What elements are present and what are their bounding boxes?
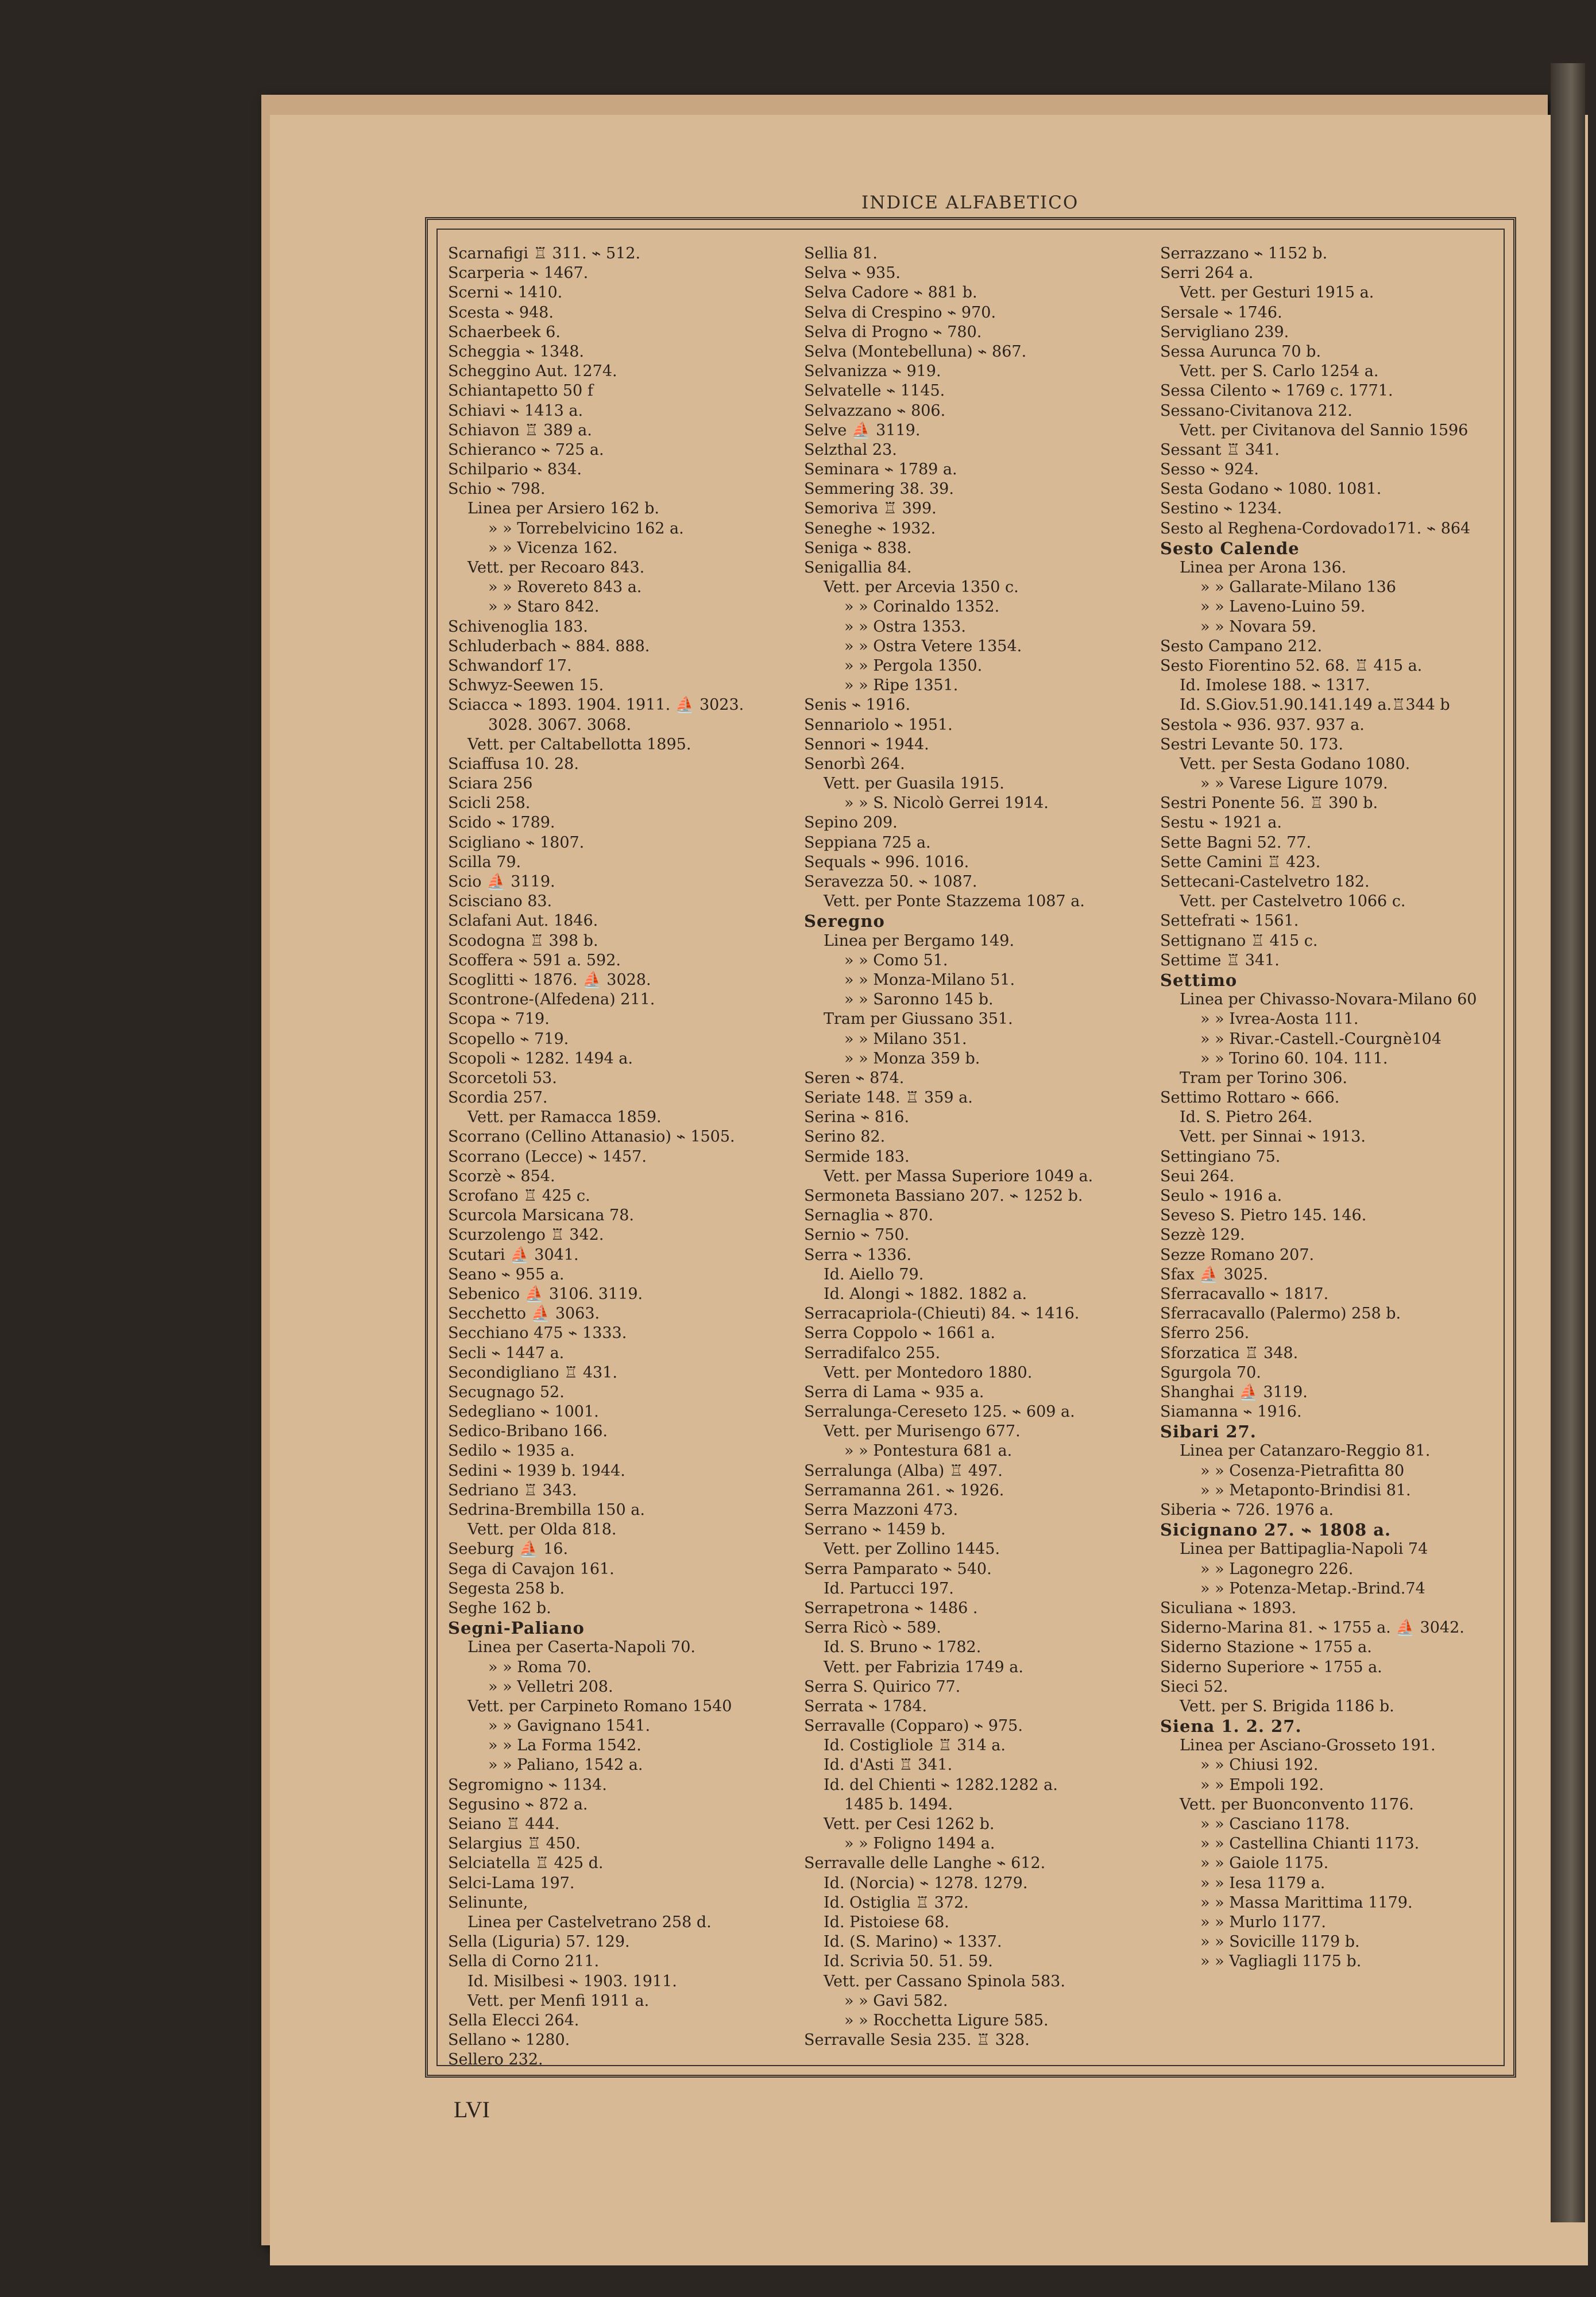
index-entry: Servigliano 239. [1160, 323, 1289, 341]
index-entry: » » Foligno 1494 a. [844, 1835, 995, 1853]
index-entry: » » Gaiole 1175. [1200, 1854, 1329, 1873]
index-entry: » » Empoli 192. [1200, 1776, 1324, 1794]
index-entry: Sennori ⌁ 1944. [804, 735, 929, 753]
index-entry: » » S. Nicolò Gerrei 1914. [844, 794, 1049, 813]
index-entry: » » Murlo 1177. [1200, 1913, 1326, 1931]
index-entry: Schiavi ⌁ 1413 a. [448, 401, 583, 420]
index-entry: Id. del Chienti ⌁ 1282.1282 a. [824, 1776, 1058, 1794]
index-entry: Seppiana 725 a. [804, 833, 931, 852]
index-entry: Scontrone-(Alfedena) 211. [448, 991, 655, 1009]
index-entry: Scoffera ⌁ 591 a. 592. [448, 951, 621, 969]
index-entry: Scesta ⌁ 948. [448, 303, 554, 322]
index-entry: Secli ⌁ 1447 a. [448, 1344, 565, 1362]
index-entry: Sessa Aurunca 70 b. [1160, 342, 1321, 361]
index-entry: Schiavon ♖ 389 a. [448, 421, 592, 439]
index-entry: Serra Mazzoni 473. [804, 1501, 959, 1519]
index-entry: Vett. per Carpineto Romano 1540 [467, 1697, 732, 1715]
index-entry: Segromigno ⌁ 1134. [448, 1776, 607, 1794]
index-entry: Scisciano 83. [448, 892, 552, 911]
index-entry: » » Laveno-Luino 59. [1200, 598, 1366, 616]
index-entry: Senis ⌁ 1916. [804, 696, 911, 714]
index-entry: Selargius ♖ 450. [448, 1835, 581, 1853]
index-entry: Tram per Giussano 351. [824, 1010, 1013, 1028]
index-entry: Segesta 258 b. [448, 1579, 565, 1598]
index-entry: Sersale ⌁ 1746. [1160, 303, 1282, 322]
index-entry: Sezze Romano 207. [1160, 1246, 1315, 1264]
index-entry: » » Ripe 1351. [844, 676, 959, 695]
index-entry: » » Novara 59. [1200, 617, 1316, 636]
index-column-1 [448, 244, 793, 2070]
index-entry: Serra Ricò ⌁ 589. [804, 1619, 941, 1637]
index-entry: Sedrina-Brembilla 150 a. [448, 1501, 645, 1519]
index-entry: Sestola ⌁ 936. 937. 937 a. [1160, 716, 1365, 734]
index-entry: » » Pergola 1350. [844, 656, 983, 675]
index-entry: Schieranco ⌁ 725 a. [448, 440, 604, 459]
index-entry: Sferro 256. [1160, 1324, 1250, 1343]
index-entry: Schivenoglia 183. [448, 617, 588, 636]
index-entry: Selinunte, [448, 1893, 528, 1912]
index-entry: Scopoli ⌁ 1282. 1494 a. [448, 1049, 633, 1068]
index-entry: Sepino 209. [804, 814, 898, 832]
index-entry: Shanghai ⛵ 3119. [1160, 1383, 1308, 1401]
index-entry: Sernio ⌁ 750. [804, 1226, 910, 1244]
index-entry: Sesto al Reghena-Cordovado171. ⌁ 864 [1160, 519, 1471, 537]
index-entry: Selci-Lama 197. [448, 1874, 575, 1892]
index-entry: Sesso ⌁ 924. [1160, 461, 1259, 479]
index-entry: Sestri Levante 50. 173. [1160, 735, 1344, 753]
index-entry: » » Pontestura 681 a. [844, 1442, 1013, 1460]
index-entry: Senigallia 84. [804, 559, 912, 577]
index-entry: Sella di Corno 211. [448, 1952, 600, 1971]
index-entry: » » Staro 842. [488, 598, 600, 616]
index-entry: Vett. per Ponte Stazzema 1087 a. [824, 892, 1085, 911]
index-entry: Selzthal 23. [804, 440, 897, 459]
index-entry: Sebenico ⛵ 3106. 3119. [448, 1285, 643, 1303]
index-entry: » » Varese Ligure 1079. [1200, 775, 1388, 793]
index-entry: Id. S. Pietro 264. [1180, 1108, 1313, 1127]
index-entry: Scoglitti ⌁ 1876. ⛵ 3028. [448, 970, 651, 989]
index-entry: Scigliano ⌁ 1807. [448, 833, 585, 852]
index-entry: Sermoneta Bassiano 207. ⌁ 1252 b. [804, 1187, 1083, 1205]
index-entry: Sesto Fiorentino 52. 68. ♖ 415 a. [1160, 656, 1423, 675]
index-entry: Id. Ostiglia ♖ 372. [824, 1893, 969, 1912]
index-entry: Siderno Superiore ⌁ 1755 a. [1160, 1658, 1382, 1676]
index-entry: Sciacca ⌁ 1893. 1904. 1911. ⛵ 3023. [448, 696, 744, 714]
index-entry: Sesta Godano ⌁ 1080. 1081. [1160, 480, 1382, 498]
index-entry: Sferracavallo ⌁ 1817. [1160, 1285, 1329, 1303]
index-entry: Selva di Crespino ⌁ 970. [804, 303, 996, 322]
index-entry: Segni-Paliano [448, 1618, 585, 1638]
index-entry: Id. Imolese 188. ⌁ 1317. [1180, 676, 1370, 695]
page-number: LVI [454, 2097, 490, 2122]
index-entry: Sestri Ponente 56. ♖ 390 b. [1160, 794, 1378, 813]
index-entry: Senorbì 264. [804, 755, 905, 773]
index-entry: Serra Pamparato ⌁ 540. [804, 1560, 992, 1578]
index-entry: Scheggino Aut. 1274. [448, 362, 617, 381]
index-entry: Seren ⌁ 874. [804, 1069, 905, 1087]
index-entry: Sicignano 27. ⌁ 1808 a. [1160, 1520, 1392, 1540]
index-entry: Vett. per Cesi 1262 b. [824, 1815, 995, 1833]
index-entry: Scurzolengo ♖ 342. [448, 1226, 604, 1244]
index-entry: Id. (S. Marino) ⌁ 1337. [824, 1933, 1002, 1951]
index-entry: Sclafani Aut. 1846. [448, 912, 598, 930]
index-entry: Vett. per Civitanova del Sannio 1596 [1180, 421, 1469, 439]
index-entry: Sciara 256 [448, 775, 533, 793]
index-entry: Serracapriola-(Chieuti) 84. ⌁ 1416. [804, 1305, 1080, 1323]
index-entry: Scio ⛵ 3119. [448, 873, 555, 891]
index-entry: Selvazzano ⌁ 806. [804, 401, 946, 420]
index-entry: Scerni ⌁ 1410. [448, 284, 563, 302]
index-entry: » » Milano 351. [844, 1030, 967, 1048]
index-entry: Seui 264. [1160, 1167, 1235, 1185]
index-entry: Secondigliano ♖ 431. [448, 1363, 617, 1382]
index-entry: Id. Scrivia 50. 51. 59. [824, 1952, 993, 1971]
index-entry: Scarnafigi ♖ 311. ⌁ 512. [448, 245, 641, 262]
index-entry: » » Cosenza-Pietrafitta 80 [1200, 1461, 1405, 1480]
index-entry: Sedini ⌁ 1939 b. 1944. [448, 1461, 625, 1480]
index-entry: Serra Coppolo ⌁ 1661 a. [804, 1324, 995, 1343]
index-entry: Id. d'Asti ♖ 341. [824, 1756, 953, 1774]
index-entry: Seveso S. Pietro 145. 146. [1160, 1206, 1367, 1225]
index-entry: Sellero 232. [448, 2051, 543, 2069]
index-entry: Seneghe ⌁ 1932. [804, 519, 936, 537]
index-entry: » » Rivar.-Castell.-Courgnè104 [1200, 1030, 1442, 1048]
index-entry: » » Lagonegro 226. [1200, 1560, 1354, 1578]
index-entry: Semmering 38. 39. [804, 480, 954, 498]
index-entry: Settimo [1160, 970, 1238, 990]
running-head: INDICE ALFABETICO [861, 192, 1079, 213]
index-entry: Sesto Campano 212. [1160, 637, 1323, 655]
index-entry: Vett. per Guasila 1915. [824, 775, 1004, 793]
index-entry: Serrata ⌁ 1784. [804, 1697, 928, 1715]
index-entry: Vett. per Gesturi 1915 a. [1180, 284, 1374, 302]
index-entry: » » Sovicille 1179 b. [1200, 1933, 1360, 1951]
index-entry: Sessant ♖ 341. [1160, 440, 1280, 459]
index-entry: Id. Aiello 79. [824, 1265, 924, 1283]
index-entry: Sedriano ♖ 343. [448, 1481, 577, 1499]
index-entry: Sieci 52. [1160, 1677, 1228, 1696]
index-entry: Sellia 81. [804, 245, 878, 262]
index-entry: Vett. per Zollino 1445. [824, 1540, 1000, 1559]
index-entry: Sennariolo ⌁ 1951. [804, 716, 953, 734]
index-entry: » » Gavi 582. [844, 1991, 948, 2010]
index-entry: Scurcola Marsicana 78. [448, 1206, 634, 1225]
index-entry: Scorzè ⌁ 854. [448, 1167, 555, 1185]
index-column-3 [1160, 244, 1505, 1972]
index-entry: » » Velletri 208. [488, 1677, 613, 1696]
index-entry: Tram per Torino 306. [1180, 1069, 1348, 1087]
index-entry: Serra ⌁ 1336. [804, 1246, 912, 1264]
index-entry: Vett. per Murisengo 677. [824, 1422, 1021, 1441]
index-entry: » » Chiusi 192. [1200, 1756, 1319, 1774]
index-entry: » » Rovereto 843 a. [488, 578, 642, 597]
index-entry: Vett. per Recoaro 843. [467, 559, 645, 577]
index-entry: » » Gavignano 1541. [488, 1717, 651, 1735]
index-entry: » » Ostra 1353. [844, 617, 966, 636]
index-entry: Linea per Castelvetrano 258 d. [467, 1913, 712, 1931]
index-entry: Vett. per Buonconvento 1176. [1180, 1795, 1414, 1813]
index-entry: Seeburg ⛵ 16. [448, 1540, 569, 1559]
index-entry: Scorrano (Cellino Attanasio) ⌁ 1505. [448, 1128, 735, 1146]
index-entry: Siena 1. 2. 27. [1160, 1716, 1302, 1737]
index-entry: » » Monza 359 b. [844, 1049, 980, 1068]
index-entry: Sega di Cavajon 161. [448, 1560, 615, 1578]
index-entry: » » Monza-Milano 51. [844, 970, 1015, 989]
index-entry: Seghe 162 b. [448, 1599, 551, 1617]
index-entry: Semoriva ♖ 399. [804, 500, 937, 518]
index-entry: Sedilo ⌁ 1935 a. [448, 1442, 575, 1460]
index-entry: » » Saronno 145 b. [844, 991, 994, 1009]
index-entry: » » Vicenza 162. [488, 539, 618, 557]
index-entry: Selve ⛵ 3119. [804, 421, 921, 439]
index-entry: Seregno [804, 911, 885, 931]
index-entry: Settefrati ⌁ 1561. [1160, 912, 1299, 930]
index-entry: » » Roma 70. [488, 1658, 592, 1676]
index-entry: Vett. per Arcevia 1350 c. [824, 578, 1019, 597]
index-entry: Scodogna ♖ 398 b. [448, 931, 598, 950]
index-entry: Sgurgola 70. [1160, 1363, 1261, 1382]
index-entry: Scopello ⌁ 719. [448, 1030, 569, 1048]
index-entry: Sestino ⌁ 1234. [1160, 500, 1282, 518]
index-entry: Id. Partucci 197. [824, 1579, 954, 1598]
index-entry: Scutari ⛵ 3041. [448, 1246, 579, 1264]
index-entry: » » Massa Marittima 1179. [1200, 1893, 1413, 1912]
index-entry: Vett. per Menfi 1911 a. [467, 1991, 650, 2010]
index-entry: Vett. per Montedoro 1880. [824, 1363, 1033, 1382]
index-entry: » » Torrebelvicino 162 a. [488, 519, 684, 537]
index-entry: Scarperia ⌁ 1467. [448, 264, 589, 283]
index-entry: Serra di Lama ⌁ 935 a. [804, 1383, 984, 1401]
index-entry: Linea per Asciano-Grosseto 191. [1180, 1737, 1436, 1755]
index-entry: Schaerbeek 6. [448, 323, 561, 341]
index-entry: Seravezza 50. ⌁ 1087. [804, 873, 977, 891]
index-entry: Sedico-Bribano 166. [448, 1422, 608, 1441]
index-entry: Sfax ⛵ 3025. [1160, 1265, 1268, 1283]
index-entry: Vett. per Sinnai ⌁ 1913. [1180, 1128, 1366, 1146]
index-entry: Settingiano 75. [1160, 1147, 1281, 1166]
index-entry: Sibari 27. [1160, 1422, 1257, 1442]
index-entry: » » Potenza-Metap.-Brind.74 [1200, 1579, 1425, 1598]
index-entry: Settecani-Castelvetro 182. [1160, 873, 1370, 891]
index-entry: Id. S. Bruno ⌁ 1782. [824, 1638, 981, 1657]
index-entry: Sessa Cilento ⌁ 1769 c. 1771. [1160, 382, 1393, 400]
index-entry: Selvanizza ⌁ 919. [804, 362, 941, 381]
index-entry: Linea per Arsiero 162 b. [467, 500, 659, 518]
index-entry: Schio ⌁ 798. [448, 480, 546, 498]
index-entry: Siculiana ⌁ 1893. [1160, 1599, 1297, 1617]
index-entry: » » Torino 60. 104. 111. [1200, 1049, 1388, 1068]
index-entry: Serralunga-Cereseto 125. ⌁ 609 a. [804, 1403, 1075, 1421]
index-entry: Vett. per Ramacca 1859. [467, 1108, 662, 1127]
index-entry: Sernaglia ⌁ 870. [804, 1206, 934, 1225]
index-entry: Serino 82. [804, 1128, 886, 1146]
index-entry: Serradifalco 255. [804, 1344, 941, 1362]
index-entry: Scido ⌁ 1789. [448, 814, 555, 832]
index-entry: » » Metaponto-Brindisi 81. [1200, 1481, 1411, 1499]
index-entry: Siderno Stazione ⌁ 1755 a. [1160, 1638, 1372, 1657]
index-entry: Schwyz-Seewen 15. [448, 676, 604, 695]
index-entry: Seminara ⌁ 1789 a. [804, 461, 957, 479]
index-entry: Secugnago 52. [448, 1383, 565, 1401]
index-entry: Secchetto ⛵ 3063. [448, 1305, 600, 1323]
index-entry: » » Ostra Vetere 1354. [844, 637, 1022, 655]
index-entry: » » Iesa 1179 a. [1200, 1874, 1326, 1892]
index-entry: Scopa ⌁ 719. [448, 1010, 550, 1028]
book-spine-edge [1551, 63, 1585, 2222]
index-entry: Vett. per Sesta Godano 1080. [1180, 755, 1410, 773]
index-entry: Selciatella ♖ 425 d. [448, 1854, 604, 1873]
index-entry: Vett. per Caltabellotta 1895. [467, 735, 691, 753]
index-entry: Vett. per Castelvetro 1066 c. [1180, 892, 1406, 911]
index-entry: Id. Misilbesi ⌁ 1903. 1911. [467, 1972, 677, 1990]
index-entry: Scorrano (Lecce) ⌁ 1457. [448, 1147, 647, 1166]
index-entry: Sella Elecci 264. [448, 2011, 579, 2029]
index-entry: Vett. per Olda 818. [467, 1521, 617, 1539]
index-entry: Vett. per Fabrizia 1749 a. [824, 1658, 1023, 1676]
index-entry: Id. S.Giov.51.90.141.149 a.♖344 b [1180, 696, 1450, 714]
index-entry: Vett. per S. Carlo 1254 a. [1180, 362, 1379, 381]
index-entry: Schiantapetto 50 f [448, 382, 593, 400]
index-entry: 3028. 3067. 3068. [488, 716, 632, 734]
index-entry: Sequals ⌁ 996. 1016. [804, 853, 969, 871]
index-entry: Sella (Liguria) 57. 129. [448, 1933, 630, 1951]
index-entry: Sesto Calende [1160, 538, 1300, 558]
index-entry: Vett. per S. Brigida 1186 b. [1180, 1697, 1394, 1715]
index-entry: » » Ivrea-Aosta 111. [1200, 1010, 1359, 1028]
index-entry: Linea per Battipaglia-Napoli 74 [1180, 1540, 1428, 1559]
index-entry: » » Vagliagli 1175 b. [1200, 1952, 1362, 1971]
index-entry: Sette Bagni 52. 77. [1160, 833, 1312, 852]
index-entry: Linea per Catanzaro-Reggio 81. [1180, 1442, 1431, 1460]
index-entry: Sforzatica ♖ 348. [1160, 1344, 1299, 1362]
index-entry: Seulo ⌁ 1916 a. [1160, 1187, 1282, 1205]
index-entry: Vett. per Massa Superiore 1049 a. [824, 1167, 1093, 1185]
index-entry: » » Castellina Chianti 1173. [1200, 1835, 1420, 1853]
index-entry: » » Casciano 1178. [1200, 1815, 1350, 1833]
index-entry: Sette Camini ♖ 423. [1160, 853, 1321, 871]
index-entry: Serrazzano ⌁ 1152 b. [1160, 245, 1328, 262]
index-entry: Id. Alongi ⌁ 1882. 1882 a. [824, 1285, 1027, 1303]
index-entry: Serrapetrona ⌁ 1486 . [804, 1599, 978, 1617]
index-entry: Serravalle (Copparo) ⌁ 975. [804, 1717, 1023, 1735]
index-entry: » » Paliano, 1542 a. [488, 1756, 643, 1774]
index-entry: » » Rocchetta Ligure 585. [844, 2011, 1049, 2029]
index-entry: Sciaffusa 10. 28. [448, 755, 579, 773]
index-entry: Settimo Rottaro ⌁ 666. [1160, 1089, 1340, 1107]
index-entry: Siamanna ⌁ 1916. [1160, 1403, 1302, 1421]
index-entry: » » Como 51. [844, 951, 948, 969]
index-entry: Sessano-Civitanova 212. [1160, 401, 1352, 420]
index-entry: Sermide 183. [804, 1147, 910, 1166]
index-entry: Serri 264 a. [1160, 264, 1254, 283]
index-entry: Seiano ♖ 444. [448, 1815, 560, 1833]
index-entry: Linea per Arona 136. [1180, 559, 1347, 577]
index-entry: Selva (Montebelluna) ⌁ 867. [804, 342, 1027, 361]
index-entry: Id. Pistoiese 68. [824, 1913, 949, 1931]
index-entry: Selva ⌁ 935. [804, 264, 901, 283]
index-entry: Scicli 258. [448, 794, 531, 813]
index-entry: Segusino ⌁ 872 a. [448, 1795, 588, 1813]
index-entry: Id. (Norcia) ⌁ 1278. 1279. [824, 1874, 1028, 1892]
index-entry: Selva di Progno ⌁ 780. [804, 323, 982, 341]
index-entry: Serina ⌁ 816. [804, 1108, 910, 1127]
index-entry: Scordia 257. [448, 1089, 548, 1107]
index-entry: Vett. per Cassano Spinola 583. [824, 1972, 1065, 1990]
index-entry: Settime ♖ 341. [1160, 951, 1280, 969]
index-entry: » » Gallarate-Milano 136 [1200, 578, 1396, 597]
index-entry: Sellano ⌁ 1280. [448, 2031, 570, 2049]
index-entry: Schilpario ⌁ 834. [448, 461, 582, 479]
index-entry: Siderno-Marina 81. ⌁ 1755 a. ⛵ 3042. [1160, 1619, 1464, 1637]
index-entry: Seriate 148. ♖ 359 a. [804, 1089, 973, 1107]
index-entry: Linea per Caserta-Napoli 70. [467, 1638, 695, 1657]
index-entry: Serra S. Quirico 77. [804, 1677, 961, 1696]
index-entry: Seniga ⌁ 838. [804, 539, 912, 557]
index-entry: Sestu ⌁ 1921 a. [1160, 814, 1282, 832]
index-entry: Linea per Chivasso-Novara-Milano 60 [1180, 991, 1477, 1009]
index-entry: Seano ⌁ 955 a. [448, 1265, 565, 1283]
index-entry: Sezzè 129. [1160, 1226, 1245, 1244]
index-entry: Schluderbach ⌁ 884. 888. [448, 637, 650, 655]
index-entry: Siberia ⌁ 726. 1976 a. [1160, 1501, 1334, 1519]
index-entry: Serralunga (Alba) ♖ 497. [804, 1461, 1003, 1480]
index-entry: Serramanna 261. ⌁ 1926. [804, 1481, 1004, 1499]
index-entry: » » La Forma 1542. [488, 1737, 642, 1755]
index-entry: Scorcetoli 53. [448, 1069, 557, 1087]
index-entry: Serravalle delle Langhe ⌁ 612. [804, 1854, 1046, 1873]
index-entry: Scrofano ♖ 425 c. [448, 1187, 590, 1205]
index-entry: Serrano ⌁ 1459 b. [804, 1521, 946, 1539]
index-entry: Id. Costigliole ♖ 314 a. [824, 1737, 1006, 1755]
index-column-2 [804, 244, 1149, 2050]
index-entry: Selvatelle ⌁ 1145. [804, 382, 945, 400]
index-entry: Settignano ♖ 415 c. [1160, 931, 1318, 950]
index-entry: Scheggia ⌁ 1348. [448, 342, 585, 361]
index-entry: Sedegliano ⌁ 1001. [448, 1403, 599, 1421]
index-entry: Secchiano 475 ⌁ 1333. [448, 1324, 627, 1343]
index-entry: Selva Cadore ⌁ 881 b. [804, 284, 977, 302]
index-entry: 1485 b. 1494. [844, 1795, 953, 1813]
index-entry: Linea per Bergamo 149. [824, 931, 1015, 950]
index-entry: » » Corinaldo 1352. [844, 598, 1000, 616]
index-entry: Scilla 79. [448, 853, 521, 871]
index-entry: Serravalle Sesia 235. ♖ 328. [804, 2031, 1030, 2049]
index-entry: Schwandorf 17. [448, 656, 572, 675]
index-entry: Sferracavallo (Palermo) 258 b. [1160, 1305, 1401, 1323]
